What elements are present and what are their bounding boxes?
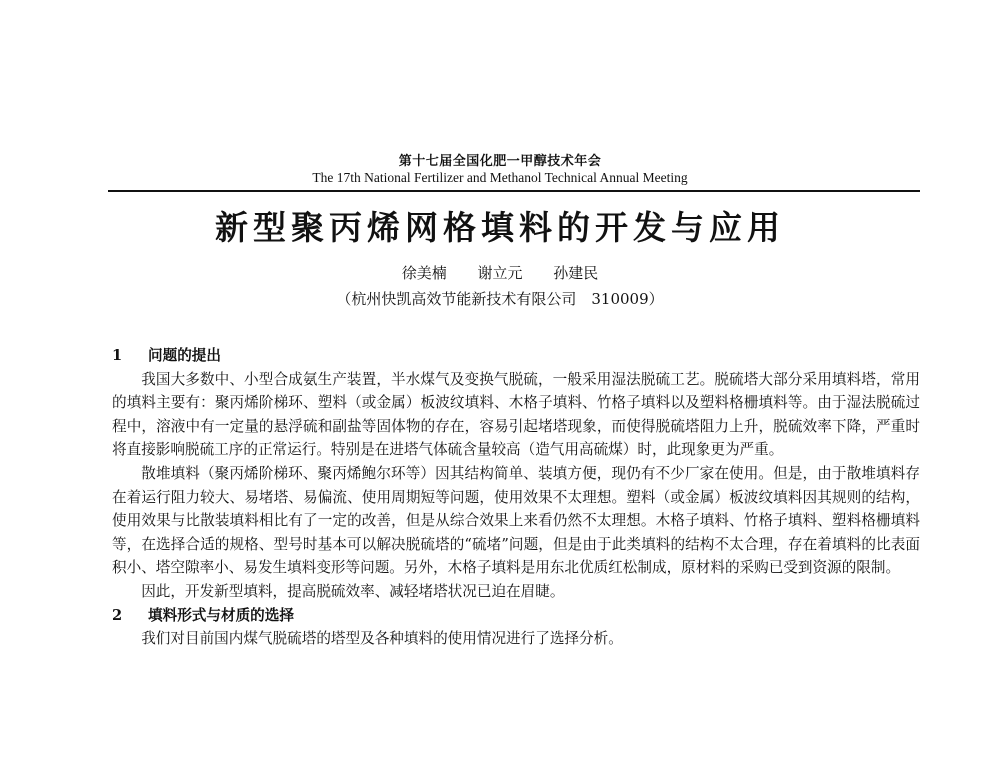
author-name: 谢立元 bbox=[477, 264, 523, 282]
section-number: 2 bbox=[112, 606, 123, 624]
section-number: 1 bbox=[112, 347, 123, 364]
section-heading-text: 填料形式与材质的选择 bbox=[148, 606, 294, 624]
author-name: 孙建民 bbox=[553, 264, 599, 282]
conference-title-en: The 17th National Fertilizer and Methanol Technical Annual Meeting bbox=[312, 170, 688, 185]
section-heading bbox=[112, 604, 920, 628]
paragraph: 我国大多数中、小型合成氨生产装置，半水煤气及变换气脱硫，一般采用湿法脱硫工艺。脱硫塔大部分采用填料塔，常用的填料主要有：聚丙烯阶梯环、塑料（或金属）板波纹填料、木格子填料、竹格子填料以及塑料格栅填料等。由于湿法脱硫过程中，溶液中有一定量的悬浮硫和副盐等固体物的存在，容易引起堵塔现象，而使得脱硫塔阻力上升，脱硫效率下降，严重时将直接影响脱硫工序的正常运行。特别是在进塔气体硫含量较高（造气用高硫煤）时，此现象更为严重。 bbox=[112, 370, 920, 459]
paragraph: 散堆填料（聚丙烯阶梯环、聚丙烯鲍尔环等）因其结构简单、装填方便，现仍有不少厂家在使用。但是，由于散堆填料存在着运行阻力较大、易堵塔、易偏流、使用周期短等问题，使用效果不太理想。塑料（或金属）板波纹填料因其规则的结构，使用效果与比散装填料相比有了一定的改善，但是从综合效果上来看仍然不太理想。木格子填料、竹格子填料、塑料格栅填料等，在选择合适的规格、型号时基本可以解决脱硫塔的“硫堵”问题，但是由于此类填料的结构不太合理，存在着填料的比表面积小、塔空隙率小、易发生填料变形等问题。另外，木格子填料是用东北优质红松制成，原材料的采购已受到资源的限制。 bbox=[112, 464, 920, 577]
section-heading bbox=[112, 344, 920, 368]
paragraph: 因此，开发新型填料，提高脱硫效率、减轻堵塔状况已迫在眉睫。 bbox=[141, 582, 565, 600]
paragraph: 我们对目前国内煤气脱硫塔的塔型及各种填料的使用情况进行了选择分析。 bbox=[141, 630, 623, 648]
header-rule bbox=[108, 190, 920, 192]
author-list bbox=[0, 262, 1000, 283]
paper-body bbox=[112, 344, 920, 651]
author-name: 徐美楠 bbox=[401, 264, 447, 282]
paper-title: 新型聚丙烯网格填料的开发与应用 bbox=[215, 208, 785, 247]
conference-title-cn: 第十七届全国化肥一甲醇技术年会 bbox=[398, 154, 602, 169]
affiliation: （杭州快凯高效节能新技术有限公司 310009） bbox=[336, 290, 664, 308]
section-heading-text: 问题的提出 bbox=[148, 347, 221, 364]
